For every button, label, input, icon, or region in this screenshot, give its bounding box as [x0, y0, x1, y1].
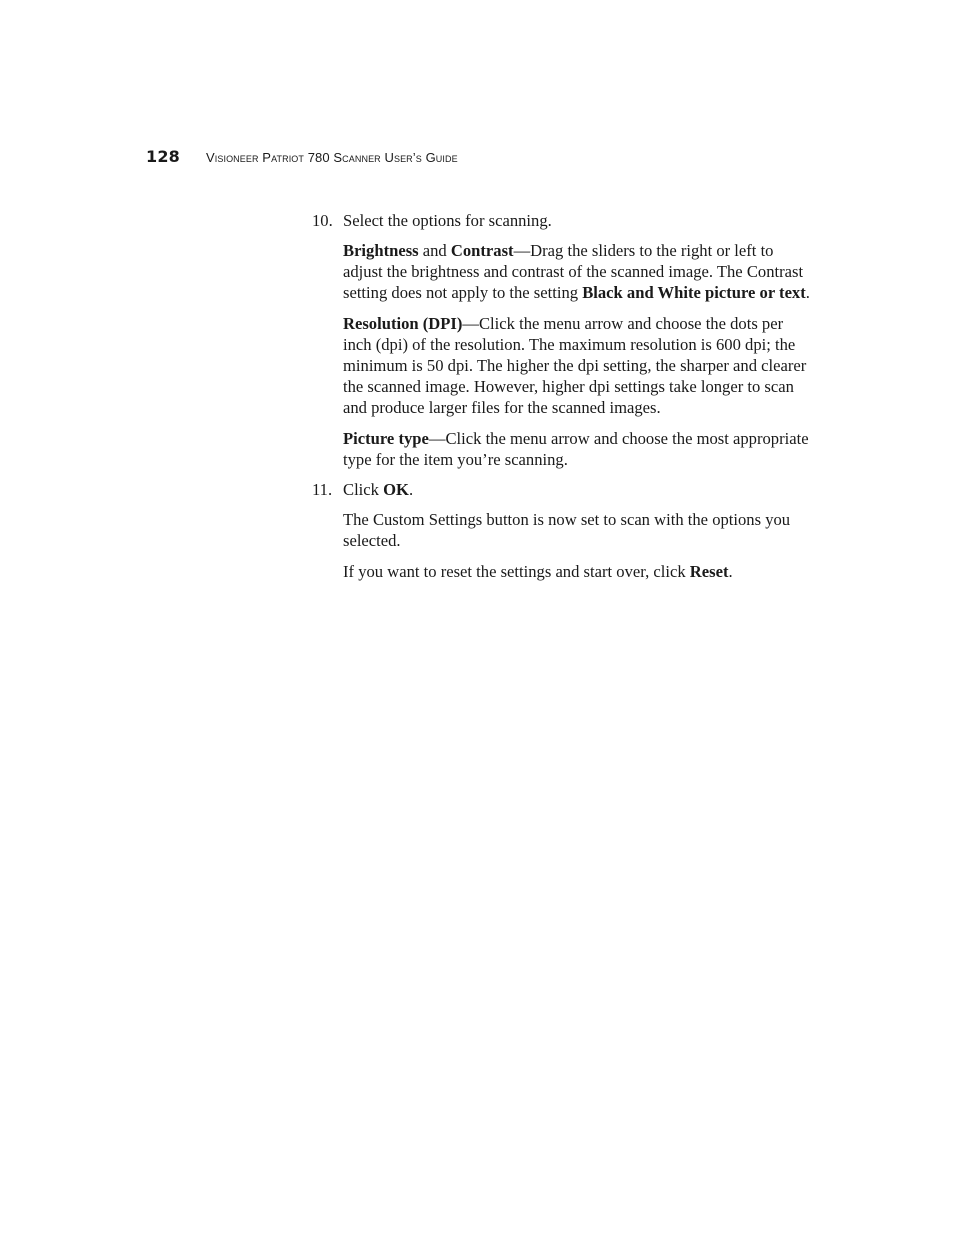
paragraph-custom-settings: The Custom Settings button is now set to scan with the options you selected. — [343, 510, 791, 550]
term-resolution: Resolution (DPI) — [343, 314, 463, 333]
step-10 — [312, 210, 812, 231]
term-brightness: Brightness — [343, 241, 419, 260]
text-fragment: . — [805, 283, 810, 302]
text-fragment: —Click the menu arrow and choose the most appropriate type for the item you’re scanning. — [343, 429, 809, 469]
page-number: 128 — [146, 147, 180, 166]
document-body — [312, 210, 812, 582]
text-fragment: Click — [343, 480, 384, 499]
text-fragment: . — [408, 480, 414, 499]
paragraph-brightness-contrast — [343, 240, 812, 303]
term-ok: OK — [383, 480, 409, 499]
step-11 — [312, 479, 812, 500]
step-number: 11. — [312, 480, 333, 499]
term-contrast: Contrast — [450, 241, 514, 260]
text-fragment: and — [418, 241, 451, 260]
paragraph-picture-type — [343, 428, 812, 470]
text-fragment: —Click the menu arrow and choose the dots per inch (dpi) of the resolution. The maximum resolution is 600 dpi; the minimum is 50 dpi. The higher the dpi setting, the sharper and clearer the scanned image. However, higher dpi settings take longer to scan and produce larger files for the scanned images. — [343, 314, 807, 417]
text-fragment: . — [728, 562, 733, 581]
paragraph-reset — [343, 561, 812, 582]
text-fragment: If you want to reset the settings and start over, click — [343, 562, 690, 581]
header-title: Visioneer Patriot 780 Scanner User’s Guide — [206, 150, 458, 165]
step-text — [343, 479, 812, 500]
term-black-and-white: Black and White picture or text — [582, 283, 806, 302]
paragraph-resolution — [343, 313, 812, 418]
term-picture-type: Picture type — [343, 429, 429, 448]
text-fragment: —Drag the sliders to the right or left to adjust the brightness and contrast of the scanned image. The Contrast setting does not apply to the setting — [343, 241, 804, 302]
step-number: 10. — [312, 211, 333, 230]
step-text: Select the options for scanning. — [343, 211, 552, 230]
running-header — [146, 147, 458, 169]
term-reset: Reset — [689, 562, 729, 581]
